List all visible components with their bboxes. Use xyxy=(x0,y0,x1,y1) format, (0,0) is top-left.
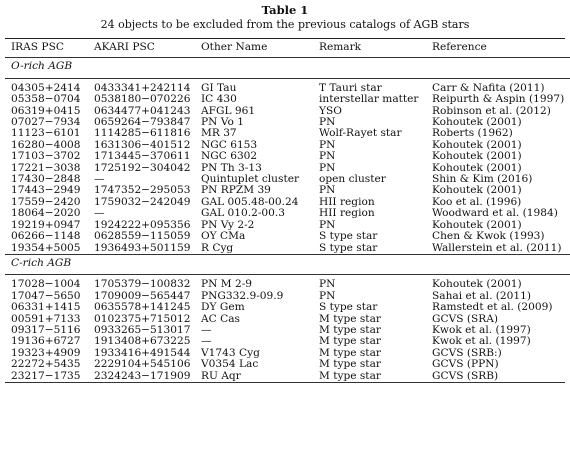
cell-iras-psc: 17047−5650 xyxy=(11,290,81,302)
cell-other-name: Quintuplet cluster xyxy=(201,174,300,186)
table-row xyxy=(5,371,570,382)
table-title: Table 1 xyxy=(261,3,309,17)
table-row xyxy=(5,185,570,196)
cell-remark: PN xyxy=(319,117,336,129)
table-row xyxy=(5,231,570,242)
cell-iras-psc: 06319+0415 xyxy=(11,105,81,117)
table-row xyxy=(5,336,570,347)
cell-reference: Kohoutek (2001) xyxy=(432,185,522,197)
cell-reference: Kohoutek (2001) xyxy=(432,117,522,129)
cell-akari-psc: 1713445−370611 xyxy=(94,151,191,163)
cell-other-name: DY Gem xyxy=(201,302,245,314)
table-row xyxy=(5,359,570,370)
cell-reference: GCVS (SRB:) xyxy=(432,347,502,359)
cell-other-name: PN Vy 2-2 xyxy=(201,219,255,231)
cell-other-name: — xyxy=(201,336,212,348)
cell-reference: GCVS (PPN) xyxy=(432,359,499,371)
cell-other-name: V1743 Cyg xyxy=(201,347,260,359)
header-other-name: Other Name xyxy=(201,41,268,53)
table-container xyxy=(5,4,565,383)
cell-iras-psc: 19323+4909 xyxy=(11,347,81,359)
cell-akari-psc: 1705379−100832 xyxy=(94,279,191,291)
cell-other-name: NGC 6302 xyxy=(201,151,258,163)
cell-remark: PN xyxy=(319,139,336,151)
cell-remark: PN xyxy=(319,162,336,174)
cell-remark: S type star xyxy=(319,302,378,314)
cell-reference: Shin & Kim (2016) xyxy=(432,174,533,186)
cell-akari-psc: 0102375+715012 xyxy=(94,313,191,325)
cell-reference: Kohoutek (2001) xyxy=(432,162,522,174)
cell-akari-psc: 0628559−115059 xyxy=(94,231,191,243)
cell-akari-psc: 1725192−304042 xyxy=(94,162,191,174)
cell-akari-psc: 1747352−295053 xyxy=(94,185,191,197)
cell-other-name: GI Tau xyxy=(201,82,237,94)
cell-other-name: — xyxy=(201,324,212,336)
table-row xyxy=(5,197,570,208)
cell-reference: Robinson et al. (2012) xyxy=(432,105,551,117)
cell-iras-psc: 17028−1004 xyxy=(11,279,81,291)
cell-reference: Kwok et al. (1997) xyxy=(432,324,531,336)
cell-reference: Ramstedt et al. (2009) xyxy=(432,302,553,314)
cell-other-name: NGC 6153 xyxy=(201,139,258,151)
section-label: C-rich AGB xyxy=(11,256,72,269)
table-row xyxy=(5,163,570,174)
cell-iras-psc: 07027−7934 xyxy=(11,117,81,129)
cell-akari-psc: 2324243−171909 xyxy=(94,370,191,382)
cell-iras-psc: 16280−4008 xyxy=(11,139,81,151)
cell-akari-psc: 1114285−611816 xyxy=(94,128,191,140)
table-row xyxy=(5,291,570,302)
cell-iras-psc: 18064−2020 xyxy=(11,208,81,220)
cell-remark: PN xyxy=(319,185,336,197)
cell-remark: T Tauri star xyxy=(319,82,382,94)
cell-iras-psc: 19136+6727 xyxy=(11,336,81,348)
cell-akari-psc: 1924222+095356 xyxy=(94,219,191,231)
cell-reference: Koo et al. (1996) xyxy=(432,196,522,208)
table-row xyxy=(5,106,570,117)
cell-iras-psc: 17443−2949 xyxy=(11,185,81,197)
table-row xyxy=(5,348,570,359)
cell-reference: Sahai et al. (2011) xyxy=(432,290,532,302)
header-remark: Remark xyxy=(319,41,362,53)
cell-other-name: MR 37 xyxy=(201,128,237,140)
cell-reference: GCVS (SRB) xyxy=(432,370,499,382)
cell-iras-psc: 17221−3038 xyxy=(11,162,81,174)
cell-remark: M type star xyxy=(319,359,381,371)
cell-other-name: GAL 005.48-00.24 xyxy=(201,196,299,208)
table-row xyxy=(5,279,570,290)
cell-reference: GCVS (SRA) xyxy=(432,313,498,325)
data-table xyxy=(5,39,570,382)
table-row xyxy=(5,302,570,313)
cell-remark: M type star xyxy=(319,313,381,325)
table-row xyxy=(5,220,570,231)
table-row xyxy=(5,94,570,105)
cell-akari-psc: 1936493+501159 xyxy=(94,242,191,254)
cell-reference: Kohoutek (2001) xyxy=(432,151,522,163)
cell-remark: YSO xyxy=(319,105,342,117)
cell-other-name: AFGL 961 xyxy=(201,105,256,117)
cell-remark: M type star xyxy=(319,347,381,359)
cell-remark: HII region xyxy=(319,208,375,220)
cell-other-name: PN Vo 1 xyxy=(201,117,244,129)
cell-reference: Kohoutek (2001) xyxy=(432,219,522,231)
cell-remark: S type star xyxy=(319,242,378,254)
cell-reference: Kohoutek (2001) xyxy=(432,279,522,291)
cell-reference: Kwok et al. (1997) xyxy=(432,336,531,348)
bottom-rule xyxy=(5,382,565,383)
cell-remark: PN xyxy=(319,279,336,291)
header-akari-psc: AKARI PSC xyxy=(94,41,155,53)
cell-akari-psc: 0659264−793847 xyxy=(94,117,191,129)
cell-remark: Wolf-Rayet star xyxy=(319,128,402,140)
cell-iras-psc: 06266−1148 xyxy=(11,231,81,243)
table-row xyxy=(5,128,570,139)
section-header-row xyxy=(5,255,570,275)
table-row xyxy=(5,174,570,185)
cell-akari-psc: — xyxy=(94,208,105,220)
cell-remark: M type star xyxy=(319,336,381,348)
cell-other-name: PNG332.9-09.9 xyxy=(201,290,284,302)
cell-iras-psc: 19354+5005 xyxy=(11,242,81,254)
table-row xyxy=(5,325,570,336)
cell-remark: open cluster xyxy=(319,174,386,186)
cell-remark: PN xyxy=(319,290,336,302)
cell-other-name: IC 430 xyxy=(201,94,237,106)
cell-akari-psc: 0635578+141245 xyxy=(94,302,191,314)
cell-remark: HII region xyxy=(319,196,375,208)
cell-reference: Wallerstein et al. (2011) xyxy=(432,242,562,254)
cell-remark: S type star xyxy=(319,231,378,243)
cell-akari-psc: 1631306−401512 xyxy=(94,139,191,151)
cell-other-name: PN RPZM 39 xyxy=(201,185,271,197)
cell-akari-psc: 2229104+545106 xyxy=(94,359,191,371)
cell-akari-psc: 0538180−070226 xyxy=(94,94,191,106)
cell-other-name: OY CMa xyxy=(201,231,246,243)
table-row xyxy=(5,151,570,162)
cell-remark: M type star xyxy=(319,324,381,336)
table-row xyxy=(5,83,570,94)
cell-other-name: V0354 Lac xyxy=(201,359,259,371)
cell-reference: Kohoutek (2001) xyxy=(432,139,522,151)
cell-iras-psc: 19219+0947 xyxy=(11,219,81,231)
cell-iras-psc: 23217−1735 xyxy=(11,370,81,382)
cell-remark: M type star xyxy=(319,370,381,382)
cell-remark: PN xyxy=(319,219,336,231)
cell-akari-psc: 1759032−242049 xyxy=(94,196,191,208)
cell-iras-psc: 04305+2414 xyxy=(11,82,81,94)
cell-reference: Reipurth & Aspin (1997) xyxy=(432,94,565,106)
cell-akari-psc: 0933265−513017 xyxy=(94,324,191,336)
cell-iras-psc: 00591+7133 xyxy=(11,313,81,325)
table-row xyxy=(5,117,570,128)
cell-remark: interstellar matter xyxy=(319,94,419,106)
header-iras-psc: IRAS PSC xyxy=(11,41,64,53)
cell-other-name: RU Aqr xyxy=(201,370,241,382)
cell-akari-psc: 1933416+491544 xyxy=(94,347,191,359)
cell-iras-psc: 22272+5435 xyxy=(11,359,81,371)
cell-other-name: PN Th 3-13 xyxy=(201,162,262,174)
table-caption: 24 objects to be excluded from the previous catalogs of AGB stars xyxy=(100,18,470,31)
cell-reference: Roberts (1962) xyxy=(432,128,513,140)
cell-iras-psc: 05358−0704 xyxy=(11,94,81,106)
cell-akari-psc: 0433341+242114 xyxy=(94,82,191,94)
cell-other-name: GAL 010.2-00.3 xyxy=(201,208,286,220)
cell-akari-psc: 1913408+673225 xyxy=(94,336,191,348)
cell-akari-psc: — xyxy=(94,174,105,186)
cell-reference: Carr & Nafita (2011) xyxy=(432,82,545,94)
table-row xyxy=(5,208,570,219)
section-label: O-rich AGB xyxy=(11,60,73,73)
section-header-row xyxy=(5,58,570,78)
cell-reference: Woodward et al. (1984) xyxy=(432,208,558,220)
cell-akari-psc: 0634477+041243 xyxy=(94,105,191,117)
table-row xyxy=(5,140,570,151)
cell-other-name: AC Cas xyxy=(201,313,240,325)
cell-iras-psc: 11123−6101 xyxy=(11,128,81,140)
cell-iras-psc: 06331+1415 xyxy=(11,302,81,314)
cell-other-name: R Cyg xyxy=(201,242,234,254)
table-row xyxy=(5,243,570,255)
cell-iras-psc: 17103−3702 xyxy=(11,151,81,163)
table-row xyxy=(5,314,570,325)
cell-iras-psc: 17430−2848 xyxy=(11,174,81,186)
header-reference: Reference xyxy=(432,41,487,53)
cell-iras-psc: 17559−2420 xyxy=(11,196,81,208)
cell-remark: PN xyxy=(319,151,336,163)
header-row xyxy=(5,39,570,58)
cell-reference: Chen & Kwok (1993) xyxy=(432,231,545,243)
cell-akari-psc: 1709009−565447 xyxy=(94,290,191,302)
cell-iras-psc: 09317−5116 xyxy=(11,324,81,336)
table-body xyxy=(5,58,570,382)
cell-other-name: PN M 2-9 xyxy=(201,279,253,291)
